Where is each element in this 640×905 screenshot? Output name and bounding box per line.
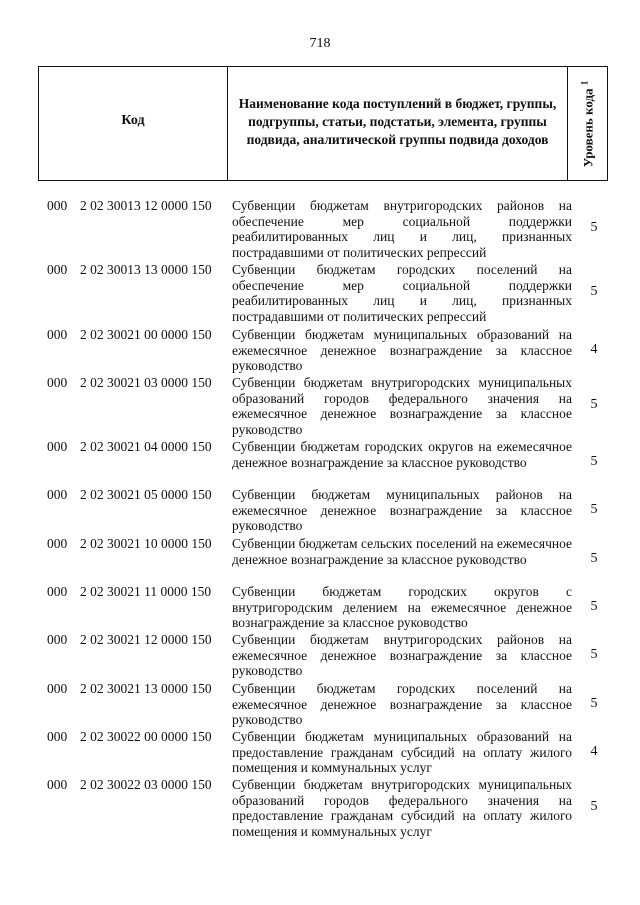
revenue-code: 2 02 30013 12 0000 150 [80, 198, 212, 213]
row-description: Субвенции бюджетам городских поселений на ежемесячное денежное вознаграждение за классное руководство [232, 681, 572, 727]
row-description: Субвенции бюджетам внутригородских муниципальных образований городов федерального значения на предоставление гражданам субсидий на оплату жилого помещения и коммунальных услуг [232, 777, 572, 839]
header-level-text: Уровень кода [580, 87, 596, 167]
revenue-code: 2 02 30022 03 0000 150 [80, 777, 212, 792]
admin-code: 000 [47, 584, 68, 599]
admin-code: 000 [47, 439, 68, 454]
code-level: 5 [590, 397, 598, 412]
row-description: Субвенции бюджетам внутригородских районов на обеспечение мер социальной поддержки реабилитированных лиц и лиц, признанных пострадавшими от политических репрессий [232, 198, 572, 260]
revenue-code: 2 02 30022 00 0000 150 [80, 729, 212, 744]
row-description: Субвенции бюджетам муниципальных районов на ежемесячное денежное вознаграждение за классное руководство [232, 487, 572, 533]
admin-code: 000 [47, 262, 68, 277]
revenue-code: 2 02 30021 11 0000 150 [80, 584, 212, 599]
revenue-code: 2 02 30021 03 0000 150 [80, 375, 212, 390]
page-number: 718 [309, 36, 331, 51]
revenue-code: 2 02 30013 13 0000 150 [80, 262, 212, 277]
header-level-label [579, 80, 596, 167]
code-level: 5 [590, 454, 598, 469]
row-description: Субвенции бюджетам внутригородских муниципальных образований городов федерального значения на ежемесячное денежное вознаграждение за классное руководство [232, 375, 572, 437]
revenue-code: 2 02 30021 10 0000 150 [80, 536, 212, 551]
admin-code: 000 [47, 777, 68, 792]
admin-code: 000 [47, 487, 68, 502]
code-level: 4 [590, 744, 598, 759]
header-code-cell [39, 67, 228, 180]
row-description: Субвенции бюджетам внутригородских районов на ежемесячное денежное вознаграждение за классное руководство [232, 632, 572, 678]
admin-code: 000 [47, 632, 68, 647]
row-description: Субвенции бюджетам сельских поселений на ежемесячное денежное вознаграждение за классное руководство [232, 536, 572, 567]
code-level: 5 [590, 696, 598, 711]
admin-code: 000 [47, 327, 68, 342]
table-header [38, 66, 608, 181]
code-level: 5 [590, 799, 598, 814]
header-level-footnote: 1 [579, 80, 590, 85]
code-level: 5 [590, 599, 598, 614]
code-level: 4 [590, 342, 598, 357]
revenue-code: 2 02 30021 12 0000 150 [80, 632, 212, 647]
code-level: 5 [590, 220, 598, 235]
code-level: 5 [590, 284, 598, 299]
admin-code: 000 [47, 729, 68, 744]
code-level: 5 [590, 551, 598, 566]
row-description: Субвенции бюджетам муниципальных образований на ежемесячное денежное вознаграждение за классное руководство [232, 327, 572, 373]
row-description: Субвенции бюджетам городских округов с внутригородским делением на ежемесячное денежное вознаграждение за классное руководство [232, 584, 572, 630]
header-name-label: Наименование кода поступлений в бюджет, группы, подгруппы, статьи, подстатьи, элемента, группы подвида, аналитической группы подвида доходов [238, 96, 557, 147]
row-description: Субвенции бюджетам городских поселений на обеспечение мер социальной поддержки реабилитированных лиц и лиц, признанных пострадавшими от политических репрессий [232, 262, 572, 324]
header-name-cell [228, 67, 568, 180]
row-description: Субвенции бюджетам городских округов на ежемесячное денежное вознаграждение за классное руководство [232, 439, 572, 470]
header-code-label: Код [121, 113, 145, 128]
admin-code: 000 [47, 375, 68, 390]
code-level: 5 [590, 647, 598, 662]
code-level: 5 [590, 502, 598, 517]
admin-code: 000 [47, 536, 68, 551]
row-description: Субвенции бюджетам муниципальных образований на предоставление гражданам субсидий на оплату жилого помещения и коммунальных услуг [232, 729, 572, 775]
admin-code: 000 [47, 198, 68, 213]
revenue-code: 2 02 30021 13 0000 150 [80, 681, 212, 696]
revenue-code: 2 02 30021 00 0000 150 [80, 327, 212, 342]
revenue-code: 2 02 30021 04 0000 150 [80, 439, 212, 454]
revenue-code: 2 02 30021 05 0000 150 [80, 487, 212, 502]
header-level-cell [568, 67, 608, 180]
admin-code: 000 [47, 681, 68, 696]
